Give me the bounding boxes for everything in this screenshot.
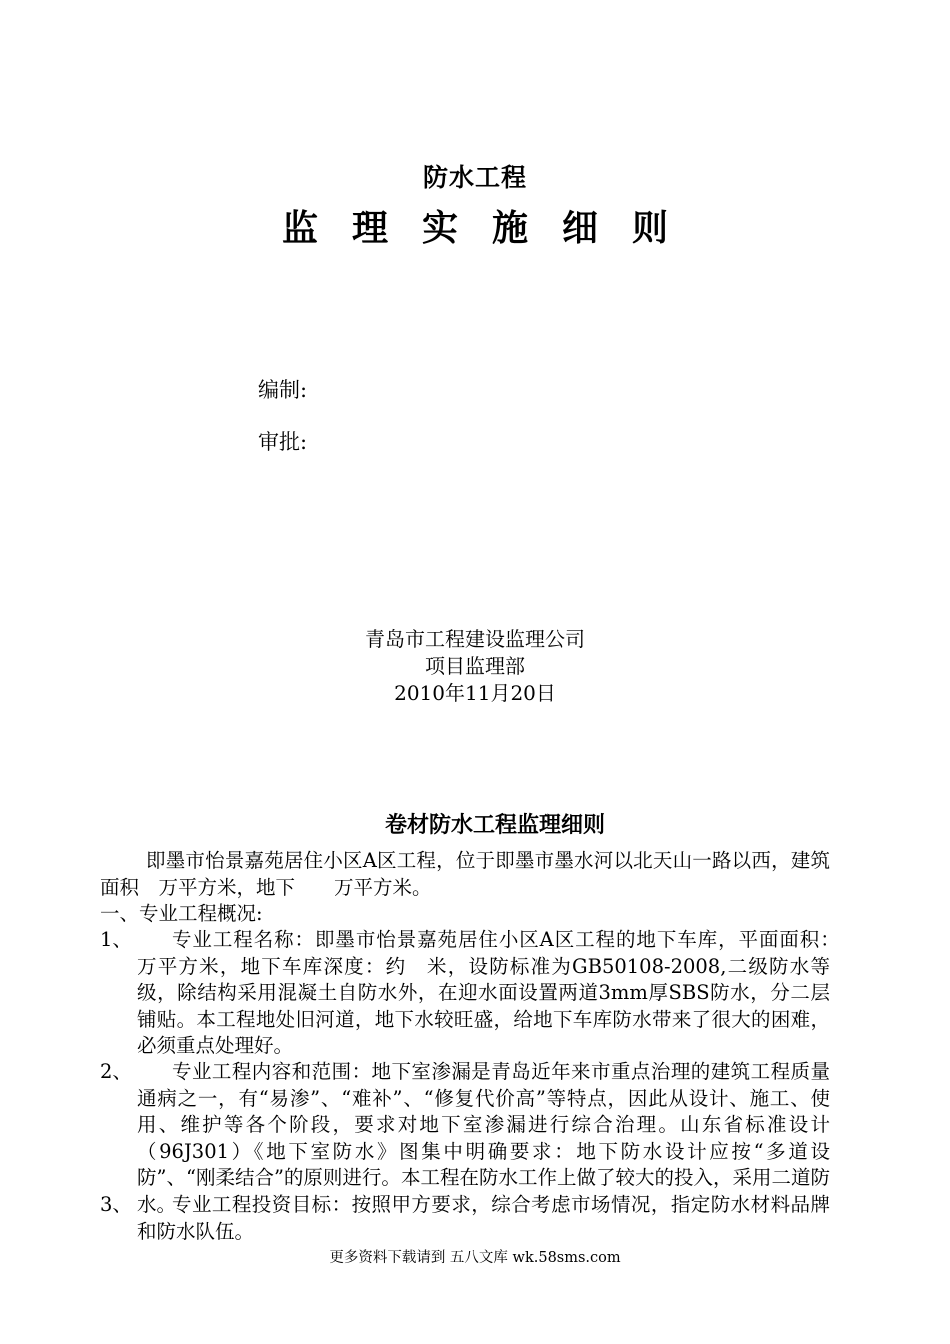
cover-title-char: 施 — [492, 207, 529, 249]
list-item-text: 专业工程名称：即墨市怡景嘉苑居住小区A区工程的地下车库，平面面积： 万平方米，地下车库深度：约 米，设防标准为GB50108-2008,二级防水等级，除结构采用混凝土自防水外，在迎水面设置两道3mm厚SBS防水，分二层铺贴。本工程地处旧河道，地下水较旺盛，给地下车库防水带来了很大的困难，必须重点处理好。 — [137, 928, 850, 1057]
list-item-number: 3、 — [100, 1193, 132, 1216]
intro-paragraph: 即墨市怡景嘉苑居住小区A区工程，位于即墨市墨水河以北天山一路以西，建筑面积 万平方米，地下 万平方米。 — [100, 849, 830, 899]
list-item-number: 2、 — [100, 1060, 132, 1083]
cover-title-char: 则 — [632, 207, 669, 249]
overview-heading: 一、专业工程概况: — [100, 902, 263, 925]
list-item-text: 专业工程内容和范围：地下室渗漏是青岛近年来市重点治理的建筑工程质量通病之一，有“易渗”、“难补”、“修复代价高”等特点，因此从设计、施工、使用、维护等各个阶段，要求对地下室渗漏进行综合治理。山东省标准设计（96J301）《地下室防水》图集中明确要求：地下防水设计应按“多道设防”、“刚柔结合”的原则进行。本工程在防水工作上做了较大的投入，采用二道防水。 — [137, 1060, 830, 1216]
list-item — [100, 1192, 830, 1245]
section-title: 卷材防水工程监理细则 — [384, 812, 605, 838]
cover-title-char: 实 — [421, 207, 458, 249]
footer-link[interactable]: 更多资料下载请到 五八文库 wk.58sms.com — [329, 1250, 621, 1266]
compiled-by-label: 编制: — [258, 378, 308, 402]
list-item — [100, 927, 850, 1060]
cover-title-large — [0, 200, 950, 251]
approved-by-label: 审批: — [258, 430, 308, 454]
cover-title-char: 监 — [281, 207, 318, 249]
company-name: 青岛市工程建设监理公司 — [365, 627, 585, 651]
cover-title-char: 细 — [562, 207, 599, 249]
cover-title-char: 理 — [351, 207, 388, 249]
list-item-number: 1、 — [100, 928, 132, 951]
cover-title-small: 防水工程 — [422, 163, 527, 192]
list-item-text: 专业工程投资目标：按照甲方要求，综合考虑市场情况，指定防水材料品牌和防水队伍。 — [137, 1193, 830, 1243]
department-name: 项目监理部 — [425, 654, 525, 678]
issue-date: 2010年11月20日 — [394, 681, 556, 705]
